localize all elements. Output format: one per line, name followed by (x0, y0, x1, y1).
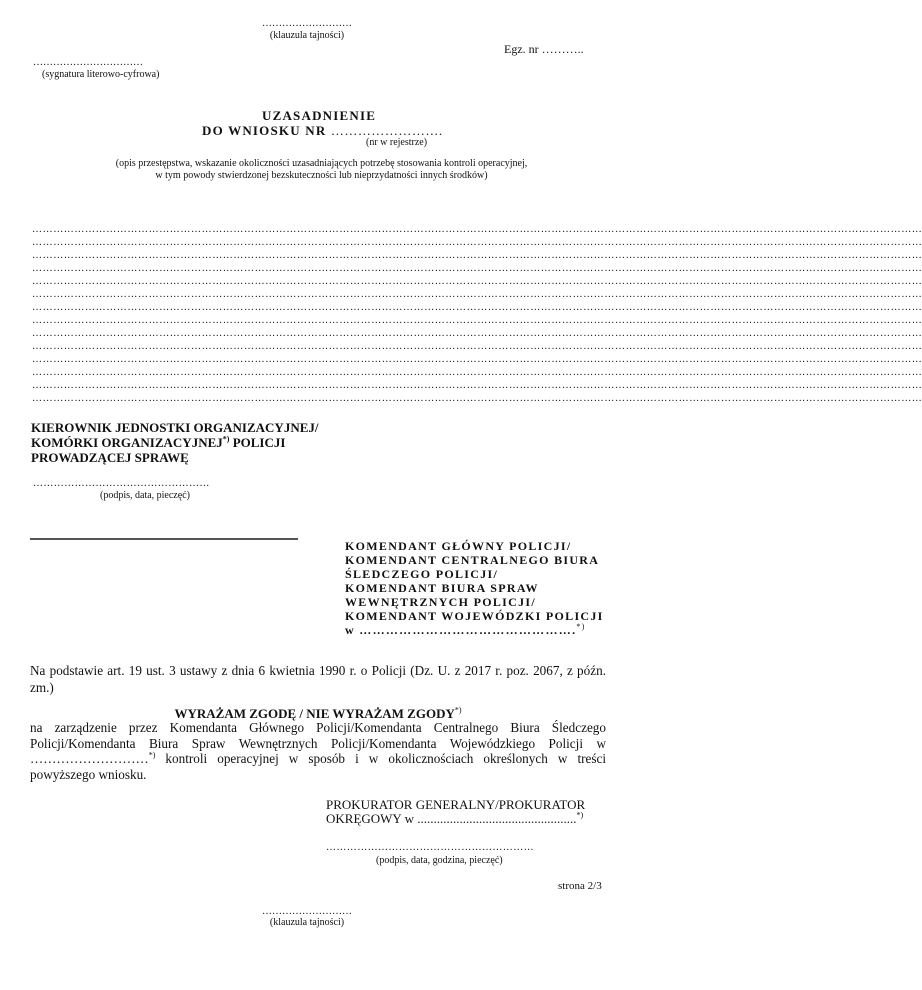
dotted-line: ……………………………………………………………………………………………………………………………………………………………………………………………………………………………… (32, 276, 922, 287)
prosecutor-line2 (326, 811, 583, 827)
commander-line1: KOMENDANT GŁÓWNY POLICJI/ (345, 539, 572, 553)
classification-caption-top: (klauzula tajności) (269, 30, 345, 41)
prosecutor-location: OKRĘGOWY w ................................................. (326, 811, 577, 826)
document-title: UZASADNIENIE (262, 108, 377, 123)
footnote-mark: *) (148, 750, 156, 760)
consent-body-text: na zarządzenie przez Komendanta Głównego Policji/Komendanta Centralnego Biura Śledczego Policji/Komendanta Biura Spraw Wewnętrznych Policji/Komendanta Wojewódzkiego Policji w ……………………… (30, 720, 606, 766)
registry-caption: (nr w rejestrze) (366, 137, 428, 148)
classification-dots-top: ……………………… (262, 18, 352, 29)
description-caption-line2: w tym powody stwierdzonej bezskuteczności lub nieprzydatności innych środków) (155, 170, 488, 181)
head-of-unit-sign-dots: …………………………………………… (33, 478, 210, 489)
commander-line3: ŚLEDCZEGO POLICJI/ (345, 567, 499, 581)
commander-line4: KOMENDANT BIURA SPRAW (345, 581, 539, 595)
footnote-mark: *) (222, 434, 230, 444)
legal-basis: Na podstawie art. 19 ust. 3 ustawy z dnia 6 kwietnia 1990 r. o Policji (Dz. U. z 2017 r. poz. 2067, z późn. zm.) (30, 663, 606, 695)
copy-number: Egz. nr ……….. (504, 42, 584, 56)
request-number-text: DO WNIOSKU NR (202, 123, 327, 138)
commander-location: w …………………………………………. (345, 623, 577, 637)
dotted-line: ……………………………………………………………………………………………………………………………………………………………………………………………………………………………… (32, 224, 922, 235)
commander-line6: KOMENDANT WOJEWÓDZKI POLICJI (345, 609, 604, 623)
footnote-mark: *) (576, 622, 586, 631)
dotted-line: ……………………………………………………………………………………………………………………………………………………………………………………………………………………………… (32, 367, 922, 378)
dotted-line: ……………………………………………………………………………………………………………………………………………………………………………………………………………………………… (32, 341, 922, 352)
dotted-line: ……………………………………………………………………………………………………………………………………………………………………………………………………………………………… (32, 328, 922, 339)
dotted-line: ……………………………………………………………………………………………………………………………………………………………………………………………………………………………… (32, 250, 922, 261)
dotted-line: ……………………………………………………………………………………………………………………………………………………………………………………………………………………………… (32, 302, 922, 313)
footnote-mark: *) (576, 810, 584, 820)
request-number-dots: ……………………. (330, 123, 443, 138)
page-number: strona 2/3 (558, 880, 602, 892)
dotted-line: ……………………………………………………………………………………………………………………………………………………………………………………………………………………………… (32, 315, 922, 326)
dotted-line: ……………………………………………………………………………………………………………………………………………………………………………………………………………………………… (32, 393, 922, 404)
head-of-unit-line3: PROWADZĄCEJ SPRAWĘ (31, 450, 189, 465)
head-of-unit-line2-text: KOMÓRKI ORGANIZACYJNEJ (31, 435, 223, 450)
classification-dots-bottom: ……………………… (262, 906, 352, 917)
prosecutor-sign-caption: (podpis, data, godzina, pieczęć) (376, 855, 503, 866)
signature-code-dots: …………………………… (33, 57, 143, 68)
commander-line5: WEWNĘTRZNYCH POLICJI/ (345, 595, 536, 609)
dotted-line: ……………………………………………………………………………………………………………………………………………………………………………………………………………………………… (32, 237, 922, 248)
commander-line2: KOMENDANT CENTRALNEGO BIURA (345, 553, 600, 567)
prosecutor-line1: PROKURATOR GENERALNY/PROKURATOR (326, 797, 586, 812)
signature-code-caption: (sygnatura literowo-cyfrowa) (42, 69, 160, 80)
head-of-unit-line1: KIEROWNIK JEDNOSTKI ORGANIZACYJNEJ/ (31, 420, 319, 435)
dotted-line: ……………………………………………………………………………………………………………………………………………………………………………………………………………………………… (32, 380, 922, 391)
dotted-line: ……………………………………………………………………………………………………………………………………………………………………………………………………………………………… (32, 289, 922, 300)
prosecutor-sign-dots: …………………………………………………… (326, 842, 534, 853)
head-of-unit-line2-police: POLICJI (232, 435, 286, 450)
section-divider (30, 538, 298, 540)
footnote-mark: *) (454, 705, 462, 715)
consent-body-text-end: kontroli operacyjnej w sposób i w okolicznościach określonych w treści powyższego wniosku. (30, 751, 607, 782)
head-of-unit-line2 (31, 435, 285, 451)
dotted-line: ……………………………………………………………………………………………………………………………………………………………………………………………………………………………… (32, 263, 922, 274)
consent-heading-text: WYRAŻAM ZGODĘ / NIE WYRAŻAM ZGODY (174, 706, 455, 721)
classification-caption-bottom: (klauzula tajności) (269, 917, 345, 928)
consent-body (30, 720, 606, 782)
commander-line7 (345, 623, 586, 638)
dotted-line: ……………………………………………………………………………………………………………………………………………………………………………………………………………………………… (32, 354, 922, 365)
description-caption-line1: (opis przestępstwa, wskazanie okoliczności uzasadniających potrzebę stosowania kontroli operacyjnej, (115, 158, 528, 169)
head-of-unit-sign-caption: (podpis, data, pieczęć) (100, 490, 190, 501)
